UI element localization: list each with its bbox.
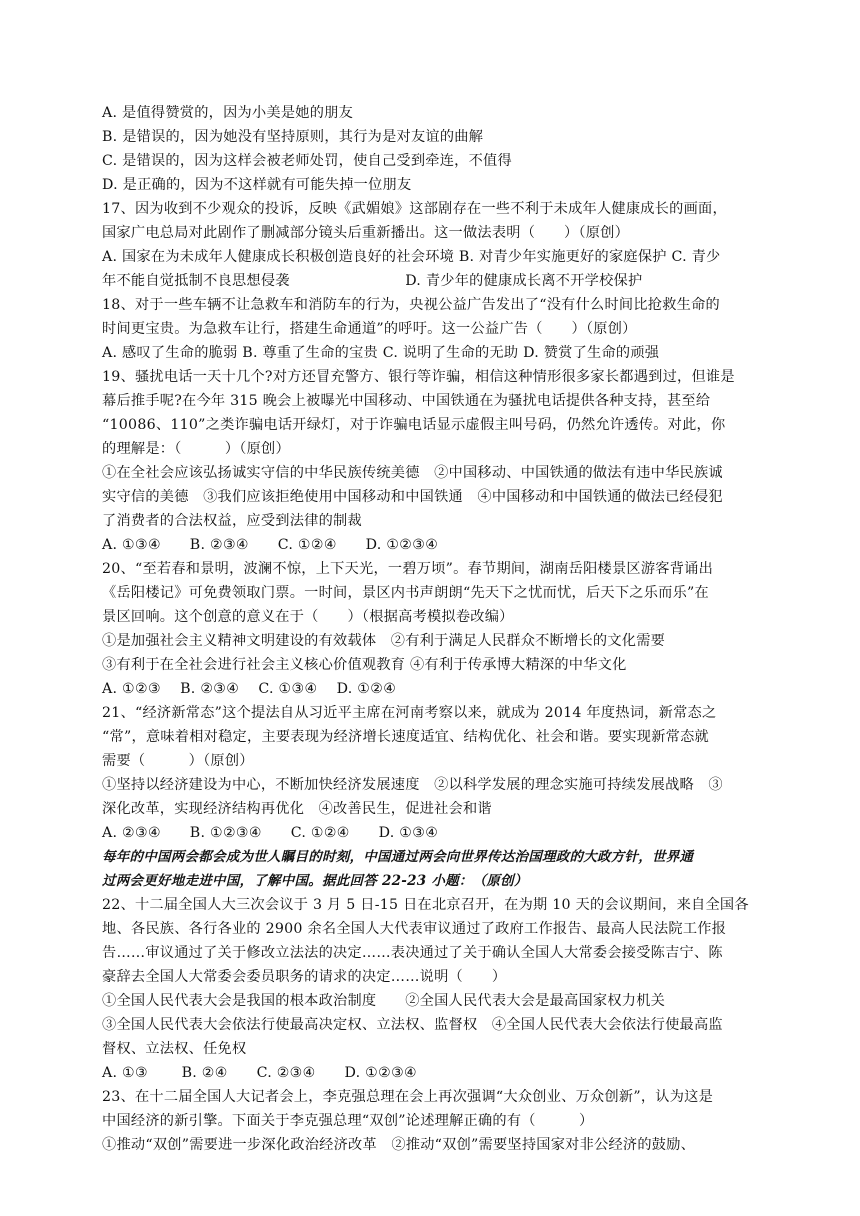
question-18-stem: 时间更宝贵。为急救车让行，搭建生命通道”的呼吁。这一公益广告（ ）（原创） <box>102 321 637 337</box>
question-17-stem: 国家广电总局对此剧作了删减部分镜头后重新播出。这一做法表明（ ）（原创） <box>102 225 630 241</box>
question-21-stem: “常”，意味着相对稳定，主要表现为经济增长速度适宜、结构优化、社会和谐。要实现新常态就 <box>102 729 709 745</box>
question-19-statements: ①在全社会应该弘扬诚实守信的中华民族传统美德 ②中国移动、中国铁通的做法有违中华民族诚 <box>102 465 723 481</box>
question-19-options: A. ①③④ B. ②③④ C. ①②④ D. ①②③④ <box>102 537 439 553</box>
question-21-statements: ①坚持以经济建设为中心，不断加快经济发展速度 ②以科学发展的理念实施可持续发展战略 ③ <box>102 777 723 793</box>
question-19-statements: 实守信的美德 ③我们应该拒绝使用中国移动和中国铁通 ④中国移动和中国铁通的做法已经侵犯 <box>102 489 723 505</box>
question-19-stem: 的理解是：（ ）（原创） <box>102 441 290 457</box>
question-21-statements: 深化改革，实现经济结构再优化 ④改善民生，促进社会和谐 <box>102 801 492 817</box>
question-19-statements: 了消费者的合法权益，应受到法律的制裁 <box>102 513 362 529</box>
material-intro: 每年的中国两会都会成为世人瞩目的时刻，中国通过两会向世界传达治国理政的大政方针，世界通 <box>102 849 694 865</box>
question-17-options: A. 国家在为未成年人健康成长积极创造良好的社会环境 B. 对青少年实施更好的家庭保护 C. 青少 <box>102 249 721 265</box>
option-a-text: A. 是值得赞赏的，因为小美是她的朋友 <box>102 105 354 121</box>
question-20-options: A. ①②③ B. ②③④ C. ①③④ D. ①②④ <box>102 681 397 697</box>
question-23-statements: ①推动“双创”需要进一步深化政治经济改革 ②推动“双创”需要坚持国家对非公经济的鼓励、 <box>102 1137 696 1153</box>
question-22-statements: ③全国人民代表大会依法行使最高决定权、立法权、监督权 ④全国人民代表大会依法行使最高监 <box>102 1017 723 1033</box>
question-20-statements: ①是加强社会主义精神文明建设的有效载体 ②有利于满足人民群众不断增长的文化需要 <box>102 633 666 649</box>
option-d-text: D. 是正确的，因为不这样就有可能失掉一位朋友 <box>102 177 412 193</box>
question-20-stem: 《岳阳楼记》可免费领取门票。一时间，景区内书声朗朗“先天下之忧而忧，后天下之乐而乐”在 <box>102 585 709 601</box>
question-23-stem: 中国经济的新引擎。下面关于李克强总理“双创”论述理解正确的有（ ） <box>102 1113 594 1129</box>
question-19-stem: 19、骚扰电话一天十几个?对方还冒充警方、银行等诈骗，相信这种情形很多家长都遇到过，但谁是 <box>102 369 735 385</box>
document-page <box>102 101 762 1157</box>
question-20-stem: 20、“至若春和景明，波澜不惊，上下天光，一碧万顷”。春节期间，湖南岳阳楼景区游客背诵出 <box>102 561 714 577</box>
question-22-statements: 督权、立法权、任免权 <box>102 1041 247 1057</box>
option-c-text: C. 是错误的，因为这样会被老师处罚，使自己受到牵连，不值得 <box>102 153 512 169</box>
question-20-statements: ③有利于在全社会进行社会主义核心价值观教育 ④有利于传承博大精深的中华文化 <box>102 657 627 673</box>
question-18-stem: 18、对于一些车辆不让急救车和消防车的行为，央视公益广告发出了“没有什么时间比抢救生命的 <box>102 297 720 313</box>
question-20-stem: 景区回响。这个创意的意义在于（ ）（根据高考模拟卷改编） <box>102 609 514 625</box>
question-21-stem: 21、“经济新常态”这个提法自从习近平主席在河南考察以来，就成为 2014 年度热词，新常态之 <box>102 705 717 721</box>
question-17-options: 年不能自觉抵制不良思想侵袭 D. 青少年的健康成长离不开学校保护 <box>102 273 643 289</box>
question-22-stem: 地、各民族、各行各业的 2900 余名全国人大代表审议通过了政府工作报告、最高人民法院工作报 <box>102 921 727 937</box>
option-b-text: B. 是错误的，因为她没有坚持原则，其行为是对友谊的曲解 <box>102 129 484 145</box>
question-22-stem: 22、十二届全国人大三次会议于 3 月 5 日-15 日在北京召开，在为期 10 天的会议期间，来自全国各 <box>102 897 749 913</box>
question-17-stem: 17、因为收到不少观众的投诉，反映《武媚娘》这部剧存在一些不利于未成年人健康成长的画面， <box>102 201 727 217</box>
question-23-stem: 23、在十二届全国人大记者会上，李克强总理在会上再次强调“大众创业、万众创新”，认为这是 <box>102 1089 714 1105</box>
material-intro: 过两会更好地走进中国，了解中国。据此回答 22-23 小题：（原创） <box>102 873 528 889</box>
question-21-stem: 需要（ ）（原创） <box>102 753 254 769</box>
question-19-stem: 幕后推手呢?在今年 315 晚会上被曝光中国移动、中国铁通在为骚扰电话提供各种支持，甚至给 <box>102 393 711 409</box>
question-22-stem: 豪辞去全国人大常委会委员职务的请求的决定……说明（ ） <box>102 969 507 985</box>
question-22-stem: 告……审议通过了关于修改立法法的决定……表决通过了关于确认全国人大常委会接受陈吉宁、陈 <box>102 945 723 961</box>
question-22-statements: ①全国人民代表大会是我国的根本政治制度 ②全国人民代表大会是最高国家权力机关 <box>102 993 666 1009</box>
question-22-options: A. ①③ B. ②④ C. ②③④ D. ①②③④ <box>102 1065 418 1081</box>
question-19-stem: “10086、110”之类诈骗电话开绿灯，对于诈骗电话显示虚假主叫号码，仍然允许透传。对此，你 <box>102 417 726 433</box>
question-18-options: A. 感叹了生命的脆弱 B. 尊重了生命的宝贵 C. 说明了生命的无助 D. 赞赏了生命的顽强 <box>102 345 660 361</box>
question-21-options: A. ②③④ B. ①②③④ C. ①②④ D. ①③④ <box>102 825 439 841</box>
